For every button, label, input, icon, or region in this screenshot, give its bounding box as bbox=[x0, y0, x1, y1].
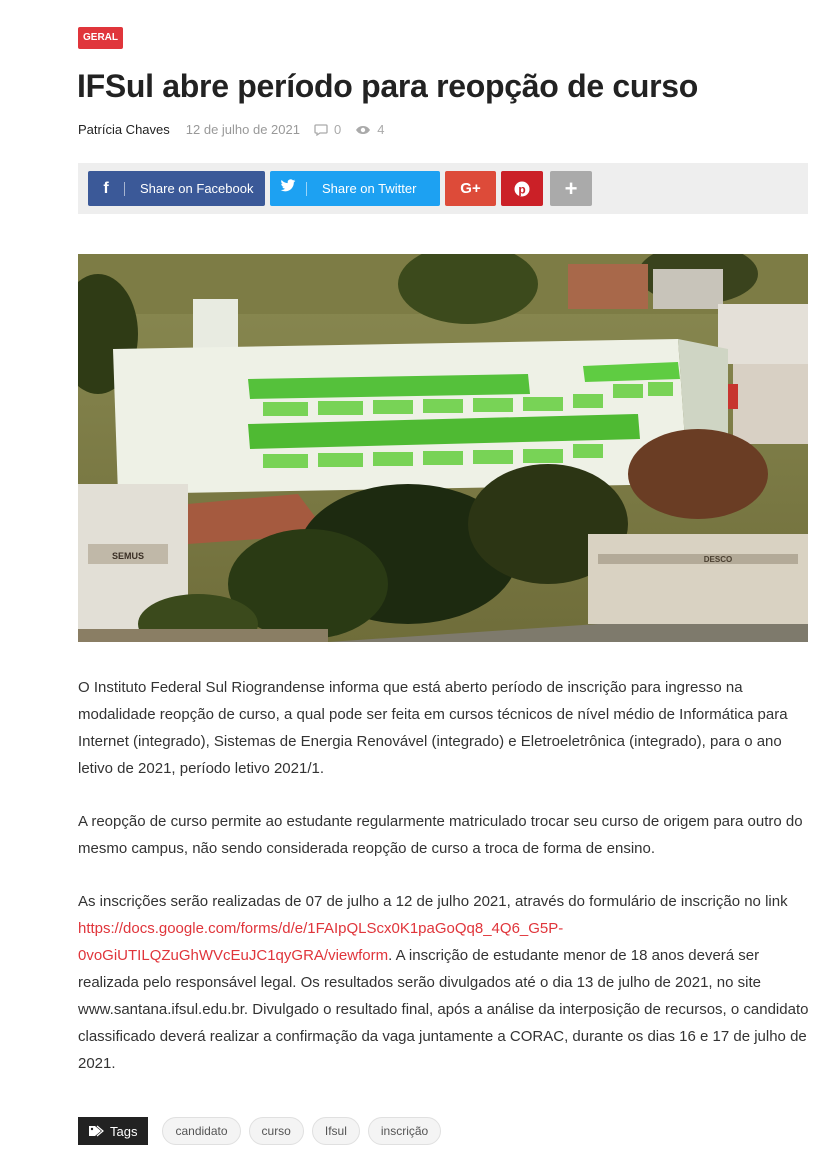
divider bbox=[306, 182, 307, 196]
paragraph-3 bbox=[78, 888, 813, 1077]
share-pinterest-button[interactable] bbox=[501, 171, 543, 206]
comments-count[interactable] bbox=[314, 122, 341, 137]
paragraph-2: A reopção de curso permite ao estudante regularmente matriculado trocar seu curso de origem para outro do mesmo campus, não sendo considerada reopção de curso a troca de forma de ensino. bbox=[78, 813, 803, 857]
paragraph-1: O Instituto Federal Sul Riograndense informa que está aberto período de inscrição para ingresso na modalidade reopção de curso, a qual pode ser feita em cursos técnicos de nível médio de Informática para Internet (integrado), Sistemas de Energia Renovável (integrado) e Eletroeletrônica (integrado), para o ano letivo de 2021, período letivo 2021/1. bbox=[78, 679, 788, 777]
tag-candidato[interactable]: candidato bbox=[162, 1117, 240, 1145]
sign-right: DESCO bbox=[703, 555, 733, 564]
eye-icon bbox=[355, 125, 371, 135]
paragraph-3-text-before: As inscrições serão realizadas de 07 de julho a 12 de julho 2021, através do formulário de inscrição no link bbox=[78, 893, 788, 910]
tags-label-text: Tags bbox=[110, 1123, 138, 1139]
googleplus-icon: G+ bbox=[460, 180, 481, 197]
category-badge[interactable]: GERAL bbox=[78, 27, 123, 49]
share-facebook-label: Share on Facebook bbox=[140, 181, 254, 196]
comments-value: 0 bbox=[333, 122, 342, 137]
tag-icon bbox=[88, 1125, 104, 1137]
share-bar bbox=[78, 163, 808, 214]
share-googleplus-button[interactable] bbox=[445, 171, 496, 206]
registration-form-link[interactable]: https://docs.google.com/forms/d/e/1FAIpQLScx0K1paGoQq8_4Q6_G5P-0voGiUTILQZuGhWVcEuJC1qyGRA/viewform bbox=[78, 920, 564, 964]
tag-inscricao[interactable]: inscrição bbox=[368, 1117, 441, 1145]
views-count bbox=[355, 122, 384, 137]
share-more-button[interactable] bbox=[550, 171, 592, 206]
plus-icon: + bbox=[564, 175, 578, 201]
facebook-icon: f bbox=[103, 179, 109, 197]
campus-photo bbox=[78, 254, 808, 642]
divider bbox=[124, 182, 125, 196]
svg-text:p: p bbox=[518, 182, 526, 196]
tag-curso[interactable]: curso bbox=[249, 1117, 304, 1145]
publish-date: 12 de julho de 2021 bbox=[185, 122, 300, 137]
tags-label bbox=[78, 1117, 148, 1145]
tags-section bbox=[78, 1117, 449, 1145]
article-meta bbox=[78, 122, 398, 137]
pinterest-icon bbox=[514, 181, 530, 197]
share-twitter-button[interactable] bbox=[270, 171, 440, 206]
twitter-icon bbox=[270, 179, 306, 198]
sign-left: SEMUS bbox=[111, 551, 145, 561]
article-image bbox=[78, 254, 808, 642]
article-title: IFSul abre período para reopção de curso bbox=[77, 68, 699, 104]
paragraph-3-text-after: . A inscrição de estudante menor de 18 anos deverá ser realizada pelo responsável legal. Os resultados serão divulgados até o dia 13 de julho de 2021, no site www.santana.ifsul.edu.br. Divulgado o resultado final, após a análise da interposição de recursos, o candidato classificado deverá realizar a confirmação da vaga juntamente a CORAC, durante os dias 16 e 17 de julho de 2021. bbox=[78, 947, 809, 1072]
share-facebook-button[interactable] bbox=[88, 171, 265, 206]
views-value: 4 bbox=[377, 122, 385, 137]
share-twitter-label: Share on Twitter bbox=[322, 181, 417, 196]
comment-icon bbox=[314, 124, 328, 136]
tag-ifsul[interactable]: Ifsul bbox=[312, 1117, 360, 1145]
article-content bbox=[78, 674, 813, 1103]
author-link[interactable]: Patrícia Chaves bbox=[78, 122, 170, 137]
